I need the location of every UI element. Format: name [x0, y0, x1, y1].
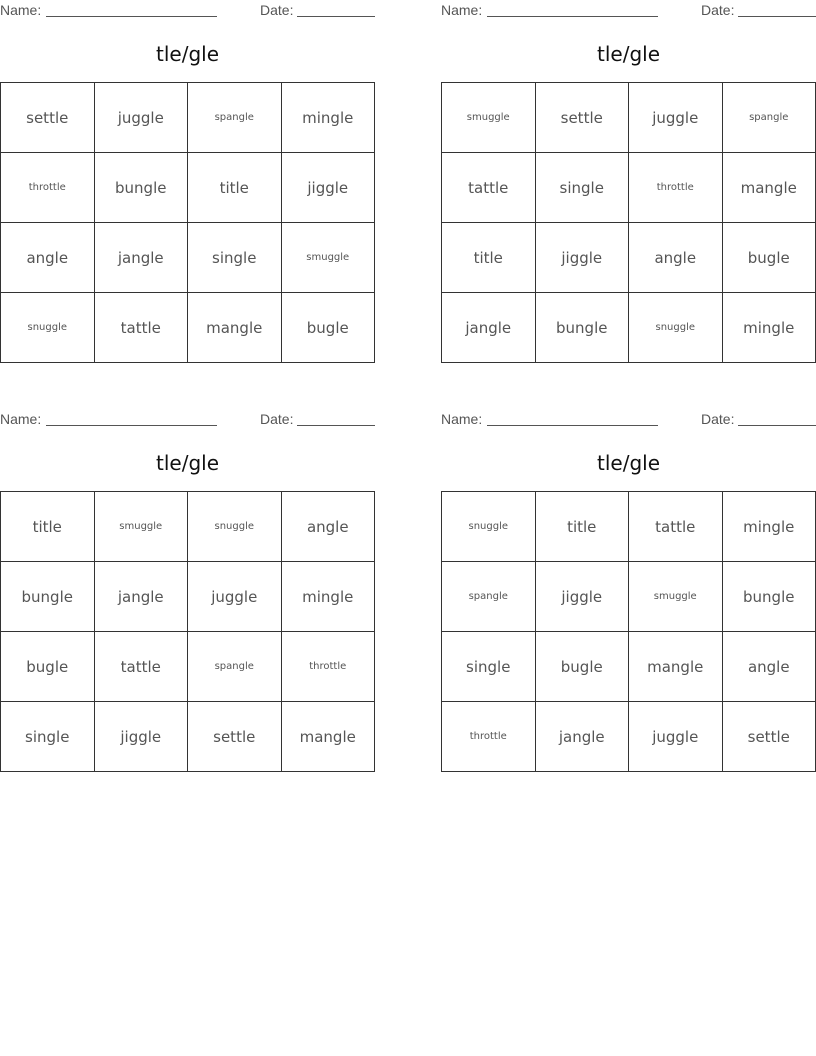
grid-cell: juggle	[94, 83, 188, 153]
name-blank-line	[46, 425, 217, 426]
grid-cell: throttle	[442, 702, 536, 772]
grid-cell: spangle	[442, 562, 536, 632]
name-blank-line	[46, 16, 217, 17]
grid-cell: smuggle	[629, 562, 723, 632]
grid-row	[1, 702, 375, 772]
date-label: Date:	[260, 2, 294, 18]
grid-cell: snuggle	[188, 492, 282, 562]
grid-row	[442, 632, 816, 702]
card-header	[441, 409, 816, 429]
grid-cell: angle	[629, 223, 723, 293]
grid-cell: jangle	[94, 562, 188, 632]
grid-row	[442, 223, 816, 293]
date-blank-line	[738, 16, 816, 17]
grid-cell: mangle	[629, 632, 723, 702]
name-label: Name:	[0, 411, 42, 427]
grid-cell: bugle	[722, 223, 816, 293]
grid-row	[1, 83, 375, 153]
bingo-grid	[441, 82, 816, 363]
name-blank-line	[487, 16, 658, 17]
grid-cell: jiggle	[535, 223, 629, 293]
grid-cell: throttle	[629, 153, 723, 223]
grid-row	[442, 83, 816, 153]
grid-row	[442, 702, 816, 772]
grid-cell: jangle	[535, 702, 629, 772]
grid-cell: mangle	[722, 153, 816, 223]
grid-cell: settle	[722, 702, 816, 772]
grid-cell: juggle	[629, 702, 723, 772]
card-header	[0, 409, 375, 429]
grid-cell: mingle	[281, 562, 375, 632]
grid-cell: juggle	[188, 562, 282, 632]
grid-row	[442, 562, 816, 632]
grid-row	[1, 293, 375, 363]
grid-row	[1, 492, 375, 562]
grid-cell: settle	[1, 83, 95, 153]
grid-cell: spangle	[722, 83, 816, 153]
grid-cell: angle	[722, 632, 816, 702]
grid-cell: spangle	[188, 83, 282, 153]
grid-cell: bugle	[281, 293, 375, 363]
grid-row	[1, 153, 375, 223]
date-blank-line	[297, 425, 375, 426]
grid-cell: bugle	[535, 632, 629, 702]
grid-row	[1, 562, 375, 632]
grid-cell: smuggle	[94, 492, 188, 562]
grid-cell: snuggle	[442, 492, 536, 562]
grid-cell: title	[188, 153, 282, 223]
name-label: Name:	[441, 411, 483, 427]
grid-cell: angle	[1, 223, 95, 293]
grid-cell: mingle	[722, 492, 816, 562]
grid-cell: jangle	[94, 223, 188, 293]
grid-cell: title	[1, 492, 95, 562]
grid-cell: single	[188, 223, 282, 293]
grid-cell: juggle	[629, 83, 723, 153]
grid-cell: tattle	[94, 632, 188, 702]
grid-cell: smuggle	[442, 83, 536, 153]
grid-cell: settle	[188, 702, 282, 772]
grid-row	[442, 293, 816, 363]
card-header	[441, 0, 816, 20]
grid-cell: bungle	[535, 293, 629, 363]
bingo-grid	[0, 491, 375, 772]
grid-cell: mangle	[188, 293, 282, 363]
grid-cell: title	[535, 492, 629, 562]
grid-cell: throttle	[281, 632, 375, 702]
grid-cell: title	[442, 223, 536, 293]
card-title: tle/gle	[597, 451, 660, 475]
card-header	[0, 0, 375, 20]
grid-cell: bungle	[1, 562, 95, 632]
card-title: tle/gle	[156, 42, 219, 66]
grid-cell: mingle	[281, 83, 375, 153]
grid-cell: throttle	[1, 153, 95, 223]
grid-cell: smuggle	[281, 223, 375, 293]
grid-cell: single	[442, 632, 536, 702]
grid-row	[1, 223, 375, 293]
grid-cell: angle	[281, 492, 375, 562]
grid-cell: tattle	[442, 153, 536, 223]
name-label: Name:	[0, 2, 42, 18]
grid-cell: jangle	[442, 293, 536, 363]
grid-row	[442, 492, 816, 562]
name-label: Name:	[441, 2, 483, 18]
grid-cell: bugle	[1, 632, 95, 702]
date-label: Date:	[260, 411, 294, 427]
grid-cell: mingle	[722, 293, 816, 363]
bingo-grid	[441, 491, 816, 772]
grid-cell: settle	[535, 83, 629, 153]
grid-cell: bungle	[722, 562, 816, 632]
grid-cell: mangle	[281, 702, 375, 772]
date-label: Date:	[701, 2, 735, 18]
grid-cell: snuggle	[1, 293, 95, 363]
grid-row	[1, 632, 375, 702]
grid-cell: bungle	[94, 153, 188, 223]
grid-cell: single	[535, 153, 629, 223]
grid-cell: snuggle	[629, 293, 723, 363]
card-title: tle/gle	[597, 42, 660, 66]
grid-cell: tattle	[629, 492, 723, 562]
grid-cell: tattle	[94, 293, 188, 363]
card-title: tle/gle	[156, 451, 219, 475]
grid-cell: single	[1, 702, 95, 772]
grid-cell: jiggle	[281, 153, 375, 223]
grid-row	[442, 153, 816, 223]
grid-cell: spangle	[188, 632, 282, 702]
date-label: Date:	[701, 411, 735, 427]
name-blank-line	[487, 425, 658, 426]
grid-cell: jiggle	[535, 562, 629, 632]
date-blank-line	[738, 425, 816, 426]
date-blank-line	[297, 16, 375, 17]
bingo-grid	[0, 82, 375, 363]
grid-cell: jiggle	[94, 702, 188, 772]
